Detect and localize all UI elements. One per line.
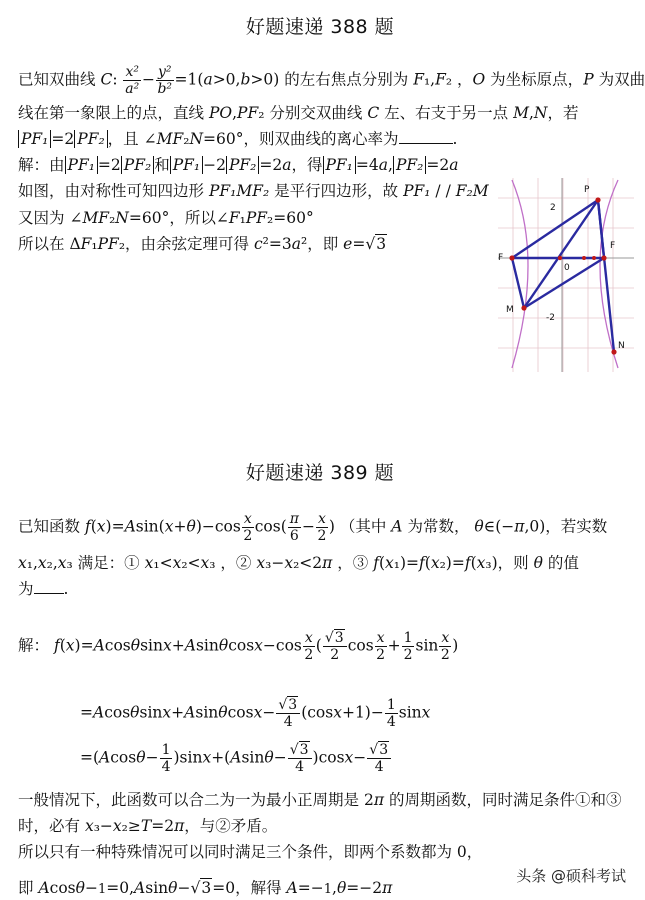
answer-blank-389 xyxy=(34,579,64,594)
left-branch xyxy=(512,180,528,368)
p388-sol1: 解：由 PF₁ =2 PF₂ 和 PF₁ −2 PF₂ =2a，得 PF₁ =4a, PF₂ =2a xyxy=(18,156,459,174)
label-o: 0 xyxy=(564,263,570,273)
p389-sol-step2: =Acosθsinx+Asinθcosx− $\frac{√3}{4}$ (cosx+1)− $\frac{1}{4}$ sinx xyxy=(80,697,431,730)
watermark: 头条 @硕科考试 xyxy=(516,867,626,885)
label-f2: F xyxy=(610,241,616,251)
label-p: P xyxy=(584,185,590,195)
answer-blank xyxy=(399,129,453,144)
p389-line1: 已知函数 f(x)=Asin(x+θ)−cos $\frac{x}{2}$ cos( $\frac{\pi}{6}$ − $\frac{x}{2}$ ) （其中 A 为常数， θ∈(−π,0)，若实数 xyxy=(18,511,608,544)
point-f1 xyxy=(509,255,514,260)
point-o xyxy=(558,256,562,260)
label-m: M xyxy=(506,305,514,315)
p388-sol4: 所以在 ΔF₁PF₂，由余弦定理可得 c²=3a²，即 e=√3 xyxy=(18,235,387,253)
label-f1: F xyxy=(498,253,504,263)
p389-text3: 所以只有一种特殊情况可以同时满足三个条件，即两个系数都为 0， xyxy=(18,843,483,861)
point-m xyxy=(521,305,526,310)
p389-text2: 时，必有 x₃−x₂≥T=2π，与②矛盾。 xyxy=(18,817,278,835)
p388-line3: PF₁ =2 PF₂ ，且 ∠MF₂N=60°，则双曲线的离心率为 . xyxy=(18,129,457,149)
point-extra-2 xyxy=(592,256,596,260)
point-extra-1 xyxy=(582,256,586,260)
p389-sol-step3: =(Acosθ− $\frac{1}{4}$ )sinx+(Asinθ− $\frac{√3}{4}$ )cosx− $\frac{√3}{4}$ xyxy=(80,742,392,775)
point-p xyxy=(595,197,600,202)
problem-388-title: 好题速递 388 题 xyxy=(245,16,395,38)
p388-sol3: 又因为 ∠MF₂N=60°，所以∠F₁PF₂=60° xyxy=(18,209,314,227)
tick-label-bottom: -2 xyxy=(546,313,555,323)
point-f2 xyxy=(601,255,606,260)
problem-389-title: 好题速递 389 题 xyxy=(245,462,395,484)
label-n: N xyxy=(618,341,625,351)
p388-line1: 已知双曲线 C: $\frac{\text{x²}}{\text{a²}}$ − $\frac{\text{y²}}{\text{b²}}$ =1(a>0,b>0) 的左右焦点分别为 F₁,F₂ ，O 为坐标原点，P 为双曲 xyxy=(18,64,645,97)
p389-sol-step1: 解： f(x)=Acosθsinx+Asinθcosx−cos $\frac{x}{2}$ ( $\frac{√3}{2}$ cos $\frac{x}{2}$ + $\frac{1}{2}$ sin $\frac{x}{2}$ ) xyxy=(18,630,459,663)
right-branch xyxy=(600,180,618,368)
p388-sol2: 如图，由对称性可知四边形 PF₁MF₂ 是平行四边形，故 PF₁ / / F₂M xyxy=(18,182,489,200)
p388-line2: 线在第一象限上的点，直线 PO,PF₂ 分别交双曲线 C 左、右支于另一点 M,N，若 xyxy=(18,104,579,122)
p389-text1: 一般情况下，此函数可以合二为一为最小正周期是 2π 的周期函数，同时满足条件①和③ xyxy=(18,791,622,809)
p389-line2: x₁,x₂,x₃ 满足：① x₁<x₂<x₃ ，② x₃−x₂<2π ，③ f(x₁)=f(x₂)=f(x₃)，则 θ 的值 xyxy=(18,554,579,572)
hyperbola-figure xyxy=(498,178,634,372)
point-n xyxy=(611,349,616,354)
p389-text4: 即 Acosθ−1=0,Asinθ−√3=0，解得 A=−1,θ=−2π xyxy=(18,879,393,897)
p389-line3: 为 . xyxy=(18,580,69,598)
tick-label-top: 2 xyxy=(550,203,556,213)
